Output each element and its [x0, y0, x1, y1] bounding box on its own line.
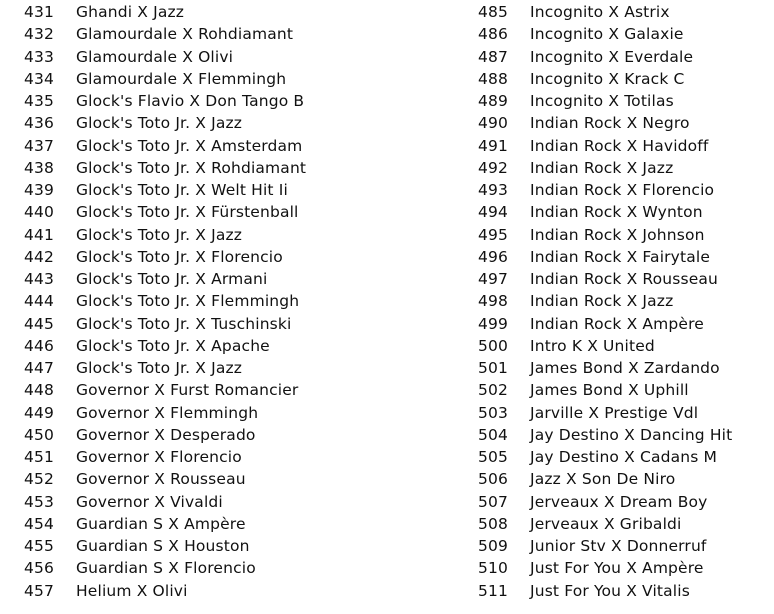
list-item	[478, 313, 770, 335]
entry-number: 503	[478, 403, 509, 422]
pairing-name: Governor X Furst Romancier	[76, 381, 299, 400]
pairing-name: Governor X Rousseau	[76, 470, 246, 489]
entry-number: 446	[24, 336, 55, 355]
list-item	[24, 402, 384, 424]
entry-number: 495	[478, 225, 509, 244]
list-item	[478, 246, 770, 268]
list-item	[24, 224, 384, 246]
pairing-name: Governor X Flemmingh	[76, 403, 259, 422]
pairing-name: Governor X Vivaldi	[76, 492, 223, 511]
pairing-name: Indian Rock X Rousseau	[530, 270, 719, 288]
list-item	[478, 402, 770, 424]
list-item	[478, 157, 770, 179]
pairing-name: Indian Rock X Jazz	[530, 292, 674, 311]
entry-number: 491	[478, 136, 509, 155]
list-item	[24, 246, 384, 268]
pairing-name: Intro K X United	[530, 336, 655, 355]
list-item	[24, 535, 384, 557]
entry-number: 438	[24, 158, 55, 177]
pairing-name: Glock's Flavio X Don Tango B	[76, 92, 305, 110]
list-item	[24, 335, 384, 357]
entry-number: 510	[478, 559, 509, 578]
pairing-name: Glock's Toto Jr. X Jazz	[76, 225, 243, 244]
entry-number: 500	[478, 336, 509, 355]
list-item	[478, 224, 770, 246]
entry-number: 490	[478, 114, 509, 133]
list-item	[478, 535, 770, 557]
list-item	[24, 135, 384, 157]
entry-number: 504	[478, 425, 509, 444]
entry-number: 434	[24, 69, 55, 88]
list-item	[24, 557, 384, 579]
entry-number: 445	[24, 314, 55, 333]
list-item	[478, 201, 770, 223]
pairing-name: Junior Stv X Donnerruf	[530, 537, 707, 555]
list-item	[478, 179, 770, 201]
entry-number: 493	[478, 181, 509, 199]
pairing-name: Governor X Desperado	[76, 425, 256, 444]
pairing-name: Just For You X Ampère	[530, 559, 704, 578]
pairing-name: Glock's Toto Jr. X Welt Hit Ii	[76, 181, 288, 199]
entry-number: 486	[478, 25, 509, 44]
pairing-name: Guardian S X Ampère	[76, 514, 246, 533]
list-item	[478, 90, 770, 112]
entry-number: 449	[24, 403, 55, 422]
entry-number: 441	[24, 225, 55, 244]
list-item	[478, 335, 770, 357]
pairing-name: Glock's Toto Jr. X Amsterdam	[76, 136, 303, 155]
entry-number: 436	[24, 114, 55, 133]
entry-number: 435	[24, 92, 55, 110]
entry-number: 488	[478, 69, 509, 88]
pairing-name: Just For You X Vitalis	[530, 581, 690, 600]
pairing-name: Glock's Toto Jr. X Flemmingh	[76, 292, 300, 311]
list-item	[24, 580, 384, 602]
entry-number: 489	[478, 92, 509, 110]
list-item	[24, 90, 384, 112]
entry-number: 498	[478, 292, 509, 311]
list-item	[24, 424, 384, 446]
list-item	[478, 268, 770, 290]
entry-number: 509	[478, 537, 509, 555]
list-item	[24, 357, 384, 379]
entry-number: 496	[478, 247, 509, 266]
list-item	[478, 112, 770, 134]
pairing-name: Jay Destino X Cadans M	[530, 448, 718, 466]
list-item	[478, 513, 770, 535]
list-item	[24, 112, 384, 134]
entry-number: 442	[24, 247, 55, 266]
entry-number: 456	[24, 559, 55, 578]
pairing-name: Incognito X Totilas	[530, 92, 674, 110]
entry-number: 501	[478, 359, 509, 377]
list-item	[24, 201, 384, 223]
pairing-name: Jerveaux X Gribaldi	[530, 514, 682, 533]
pairing-name: Glock's Toto Jr. X Tuschinski	[76, 314, 292, 333]
entry-number: 447	[24, 359, 55, 377]
list-item	[24, 46, 384, 68]
entry-number: 443	[24, 270, 55, 288]
pairing-name: Guardian S X Houston	[76, 537, 250, 555]
entry-number: 508	[478, 514, 509, 533]
list-item	[24, 491, 384, 513]
list-item	[478, 379, 770, 401]
pairing-name: Glock's Toto Jr. X Armani	[76, 270, 268, 288]
pairing-name: Jay Destino X Dancing Hit	[530, 425, 733, 444]
list-item	[478, 1, 770, 23]
entry-number: 499	[478, 314, 509, 333]
pairing-name: Incognito X Galaxie	[530, 25, 684, 44]
pairing-name: Helium X Olivi	[76, 581, 188, 600]
list-item	[478, 290, 770, 312]
entry-number: 451	[24, 448, 55, 466]
list-item	[24, 179, 384, 201]
entry-number: 437	[24, 136, 55, 155]
entry-number: 453	[24, 492, 55, 511]
pairing-name: Jazz X Son De Niro	[530, 470, 676, 489]
entry-number: 432	[24, 25, 55, 44]
pairing-name: Glamourdale X Olivi	[76, 47, 234, 66]
pairing-name: Indian Rock X Florencio	[530, 181, 715, 199]
entry-number: 454	[24, 514, 55, 533]
list-item	[24, 513, 384, 535]
pairing-name: Jerveaux X Dream Boy	[530, 492, 708, 511]
pairing-name: Ghandi X Jazz	[76, 3, 185, 21]
entry-number: 502	[478, 381, 509, 400]
entry-number: 444	[24, 292, 55, 311]
entry-number: 450	[24, 425, 55, 444]
list-item	[478, 491, 770, 513]
pairing-name: Governor X Florencio	[76, 448, 242, 466]
pairing-name: Indian Rock X Wynton	[530, 203, 703, 222]
pairing-name: Glock's Toto Jr. X Jazz	[76, 359, 243, 377]
list-item	[24, 1, 384, 23]
list-item	[478, 424, 770, 446]
list-item	[24, 290, 384, 312]
pairing-name: James Bond X Uphill	[530, 381, 689, 400]
entry-number: 507	[478, 492, 509, 511]
entry-number: 485	[478, 3, 509, 21]
list-item	[24, 268, 384, 290]
pairing-name: Glock's Toto Jr. X Fürstenball	[76, 203, 299, 222]
pairing-name: Indian Rock X Jazz	[530, 158, 674, 177]
list-column-right	[478, 1, 770, 602]
list-item	[478, 446, 770, 468]
entry-number: 506	[478, 470, 509, 489]
list-item	[478, 46, 770, 68]
list-item	[478, 557, 770, 579]
list-item	[24, 468, 384, 490]
pairing-name: Indian Rock X Negro	[530, 114, 690, 133]
entry-number: 497	[478, 270, 509, 288]
pairing-name: Indian Rock X Fairytale	[530, 247, 711, 266]
list-item	[24, 157, 384, 179]
pairing-name: James Bond X Zardando	[530, 359, 720, 377]
pairing-name: Indian Rock X Johnson	[530, 225, 705, 244]
entry-number: 439	[24, 181, 55, 199]
pairing-name: Guardian S X Florencio	[76, 559, 256, 578]
entry-number: 505	[478, 448, 509, 466]
pairing-name: Jarville X Prestige Vdl	[530, 403, 699, 422]
list-item	[24, 313, 384, 335]
entry-number: 511	[478, 581, 509, 600]
list-item	[24, 23, 384, 45]
list-item	[24, 379, 384, 401]
entry-number: 431	[24, 3, 55, 21]
entry-number: 452	[24, 470, 55, 489]
list-item	[24, 446, 384, 468]
pairing-name: Incognito X Everdale	[530, 47, 694, 66]
pairing-name: Incognito X Krack C	[530, 69, 685, 88]
entry-number: 433	[24, 47, 55, 66]
list-item	[478, 23, 770, 45]
entry-number: 487	[478, 47, 509, 66]
list-item	[24, 68, 384, 90]
list-item	[478, 468, 770, 490]
pairing-name: Glock's Toto Jr. X Apache	[76, 336, 270, 355]
pairing-name: Glock's Toto Jr. X Jazz	[76, 114, 243, 133]
entry-number: 494	[478, 203, 509, 222]
list-item	[478, 135, 770, 157]
pairing-name: Glock's Toto Jr. X Rohdiamant	[76, 158, 307, 177]
list-item	[478, 68, 770, 90]
entry-number: 448	[24, 381, 55, 400]
entry-number: 455	[24, 537, 55, 555]
list-column-left	[24, 1, 384, 602]
pairing-name: Indian Rock X Ampère	[530, 314, 704, 333]
pairing-name: Glamourdale X Rohdiamant	[76, 25, 294, 44]
entry-number: 492	[478, 158, 509, 177]
pairing-name: Incognito X Astrix	[530, 3, 670, 21]
pairing-name: Indian Rock X Havidoff	[530, 136, 709, 155]
pairing-name: Glock's Toto Jr. X Florencio	[76, 247, 283, 266]
entry-number: 457	[24, 581, 55, 600]
entry-number: 440	[24, 203, 55, 222]
list-item	[478, 580, 770, 602]
pairing-name: Glamourdale X Flemmingh	[76, 69, 287, 88]
list-item	[478, 357, 770, 379]
